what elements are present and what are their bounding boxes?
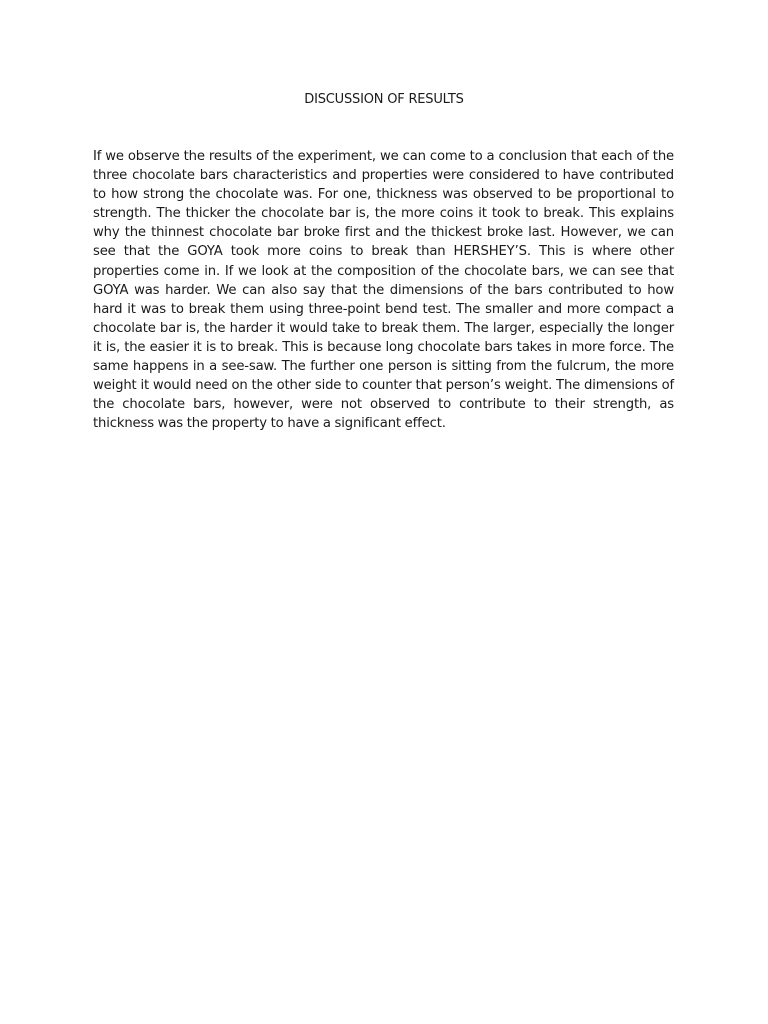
section-heading: DISCUSSION OF RESULTS <box>304 92 464 107</box>
discussion-paragraph: If we observe the results of the experiment, we can come to a conclusion that each of the three chocolate bars characteristics and properties were considered to have contributed to how strong the chocolate was. For one, thickness was observed to be proportional to strength. The thicker the chocolate bar is, the more coins it took to break. This explains why the thinnest chocolate bar broke first and the thickest broke last. However, we can see that the GOYA took more coins to break than HERSHEY’S. This is where other properties come in. If we look at the composition of the chocolate bars, we can see that GOYA was harder. We can also say that the dimensions of the bars contributed to how hard it was to break them using three-point bend test. The smaller and more compact a chocolate bar is, the harder it would take to break them. The larger, especially the longer it is, the easier it is to break. This is because long chocolate bars takes in more force. The same happens in a see-saw. The further one person is sitting from the fulcrum, the more weight it would need on the other side to counter that person’s weight. The dimensions of the chocolate bars, however, were not observed to contribute to their strength, as thickness was the property to have a significant effect. <box>93 149 674 432</box>
